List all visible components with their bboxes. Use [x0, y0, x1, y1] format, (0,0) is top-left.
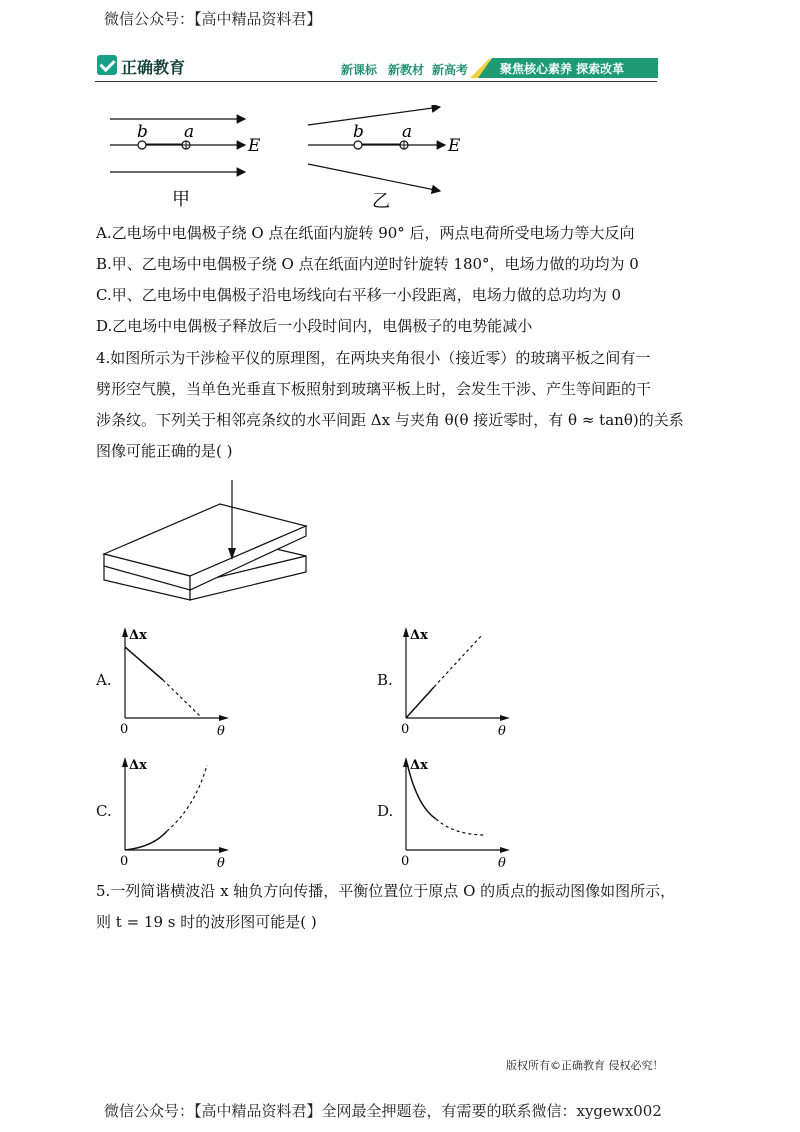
q3-option-d: D.乙电场中电偶极子释放后一小段时间内，电偶极子的电势能减小	[96, 317, 533, 335]
graph-a-origin: 0	[120, 722, 129, 737]
graph-c-dashed-curve	[167, 765, 207, 831]
q4-line-2: 劈形空气膜，当单色光垂直下板照射到玻璃平板上时，会发生干涉、产生等间距的干	[96, 380, 652, 398]
q4-line-3: 涉条纹。下列关于相邻亮条纹的水平间距 Δx 与夹角 θ(θ 接近零时，有 θ ≈ tanθ)的关系	[96, 411, 684, 429]
watermark-bottom: 微信公众号：【高中精品资料君】全网最全押题卷，有需要的联系微信：xygewx002	[104, 1102, 662, 1120]
graph-a-xlabel: θ	[217, 724, 225, 739]
graph-a	[115, 625, 235, 740]
header-tag-3: 新高考	[432, 63, 469, 77]
label-a-yi: a	[402, 122, 413, 142]
q4-line-4: 图像可能正确的是( )	[96, 442, 233, 460]
negative-charge-yi	[354, 141, 362, 149]
caption-yi: 乙	[372, 191, 390, 212]
graph-b-ylabel: Δx	[410, 628, 428, 643]
watermark-top: 微信公众号：【高中精品资料君】	[104, 10, 322, 28]
q5-line-2: 则 t = 19 s 时的波形图可能是( )	[96, 913, 317, 931]
graph-b-dashed-line	[434, 635, 482, 687]
graph-d-dashed-curve	[436, 819, 486, 835]
graph-a-ylabel: Δx	[129, 628, 147, 643]
option-d-label: D.	[377, 802, 394, 820]
electric-field-figure	[100, 105, 480, 215]
q4-line-1: 4.如图所示为干涉检平仪的原理图，在两块夹角很小（接近零）的玻璃平板之间有一	[96, 349, 651, 367]
label-a-jia: a	[184, 122, 195, 142]
graph-a-dashed-line	[163, 680, 201, 717]
label-b-yi: b	[353, 122, 364, 142]
graph-d	[396, 755, 516, 870]
banner-text: 聚焦核心素养 探索改革	[500, 62, 625, 76]
graph-b-xlabel: θ	[498, 724, 506, 739]
header-tag-2: 新教材	[388, 63, 425, 77]
q5-line-1: 5.一列简谐横波沿 x 轴负方向传播，平衡位置位于原点 O 的质点的振动图像如图所示，	[96, 882, 676, 900]
graph-d-ylabel: Δx	[410, 758, 428, 773]
graph-c-origin: 0	[120, 854, 129, 869]
option-b-label: B.	[377, 671, 393, 689]
header-rule	[95, 81, 657, 82]
field-line-yi-bottom	[308, 164, 440, 191]
negative-charge-jia	[138, 141, 146, 149]
logo-text: 正确教育	[121, 58, 186, 77]
graph-b-solid-line	[406, 687, 434, 718]
q3-option-c: C.甲、乙电场中电偶极子沿电场线向右平移一小段距离，电场力做的总功均为 0	[96, 286, 622, 304]
graph-a-solid-line	[125, 647, 163, 680]
label-E-yi: E	[448, 136, 461, 156]
graph-c-ylabel: Δx	[129, 758, 147, 773]
label-b-jia: b	[137, 122, 148, 142]
graph-c-xlabel: θ	[217, 856, 225, 870]
label-E-jia: E	[248, 136, 261, 156]
graph-d-xlabel: θ	[498, 856, 506, 870]
glass-wedge-figure	[100, 478, 320, 608]
option-a-label: A.	[96, 671, 112, 689]
graph-c-solid-curve	[125, 831, 167, 850]
graph-b	[396, 625, 516, 740]
q3-option-a: A.乙电场中电偶极子绕 O 点在纸面内旋转 90° 后，两点电荷所受电场力等大反向	[96, 224, 635, 242]
graph-b-origin: 0	[401, 722, 410, 737]
option-c-label: C.	[96, 802, 112, 820]
graph-c	[115, 755, 235, 870]
copyright-notice: 版权所有©正确教育 侵权必究！	[506, 1059, 664, 1072]
header-tag-1: 新课标	[341, 63, 378, 77]
check-logo-icon	[97, 55, 117, 75]
q3-option-b: B.甲、乙电场中电偶极子绕 O 点在纸面内逆时针旋转 180°，电场力做的功均为 0	[96, 255, 639, 273]
graph-d-solid-curve	[408, 767, 436, 819]
field-line-yi-top	[308, 107, 440, 125]
graph-d-origin: 0	[401, 854, 410, 869]
caption-jia: 甲	[172, 189, 190, 210]
